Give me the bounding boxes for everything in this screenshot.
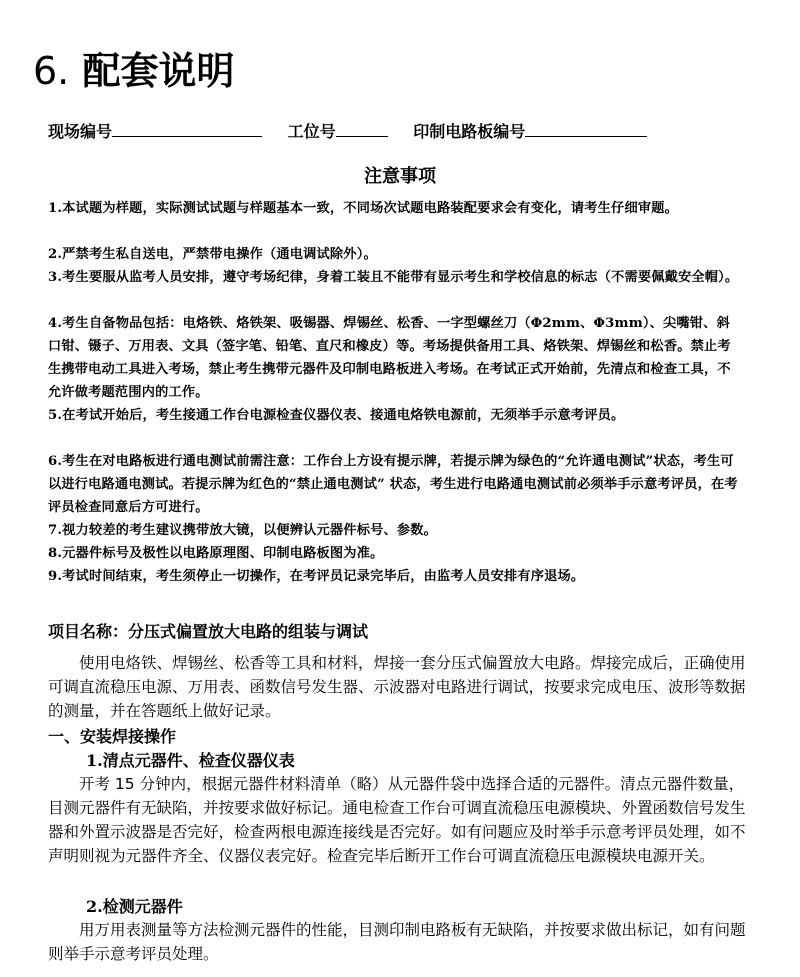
project-title: 项目名称：分压式偏置放大电路的组装与调试 (48, 622, 369, 641)
heading-number: 6. (33, 49, 70, 93)
subsection-text: 开考 15 分钟内，根据元器件材料清单（略）从元器件袋中选择合适的元器件。清点元器件数量，目测元器件有无缺陷，并按要求做好标记。通电检查工作台可调直流稳压电源模块、外置函数信号发生器和外置示波器是否完好，检查两根电源连接线是否完好。如有问题应及时举手示意考评员处理，如不声明则视为元器件齐全、仪器仪表完好。检查完毕后断开工作台可调直流稳压电源模块电源开关。 (48, 775, 746, 865)
site-number-label: 现场编号 (48, 122, 113, 141)
notice-item: 4.考生自备物品包括：电烙铁、烙铁架、吸锡器、焊锡丝、松香、一字型螺丝刀（Φ2mm、Φ3mm）、尖嘴钳、斜口钳、镊子、万用表、文具（签字笔、铅笔、直尺和橡皮）等。考场提供备用工具、烙铁架、焊锡丝和松香。禁止考生携带电动工具进入考场，禁止考生携带元器件及印制电路板进入考场。在考试正式开始前，先清点和检查工具，不允许做考题范围内的工作。 (48, 316, 731, 400)
notice-item: 2.严禁考生私自送电，严禁带电操作（通电调试除外）。 (48, 247, 377, 262)
project-intro: 使用电烙铁、焊锡丝、松香等工具和材料，焊接一套分压式偏置放大电路。焊接完成后，正确使用可调直流稳压电源、万用表、函数信号发生器、示波器对电路进行调试，按要求完成电压、波形等数据的测量，并在答题纸上做好记录。 (48, 654, 746, 720)
notice-item: 6.考生在对电路板进行通电测试前需注意：工作台上方设有提示牌，若提示牌为绿色的“允许通电测试”状态，考生可以进行电路通电测试。若提示牌为红色的“禁止通电测试” 状态，考生进行电路通电测试前必须举手示意考评员，在考评员检查同意后方可进行。 (48, 454, 738, 515)
notice-item: 5.在考试开始后，考生接通工作台电源检查仪器仪表、接通电烙铁电源前，无须举手示意考评员。 (48, 408, 625, 423)
subsection-title: 1.清点元器件、检查仪器仪表 (86, 751, 295, 770)
notice-title: 注意事项 (364, 166, 436, 187)
station-number-label: 工位号 (287, 122, 336, 141)
pcb-number-blank (525, 122, 647, 137)
notice-item: 9.考试时间结束，考生须停止一切操作，在考评员记录完毕后，由监考人员安排有序退场。 (48, 569, 585, 584)
notice-item: 1.本试题为样题，实际测试试题与样题基本一致，不同场次试题电路装配要求会有变化，请考生仔细审题。 (48, 201, 678, 216)
pcb-number-label: 印制电路板编号 (413, 122, 526, 141)
notice-item: 7.视力较差的考生建议携带放大镜，以便辨认元器件标号、参数。 (48, 523, 438, 538)
subsection-title: 2.检测元器件 (86, 897, 183, 916)
section-heading (33, 40, 235, 95)
section-title: 一、安装焊接操作 (48, 727, 177, 746)
subsection-text: 用万用表测量等方法检测元器件的性能，目测印制电路板有无缺陷，并按要求做出标记，如有问题则举手示意考评员处理。 (48, 921, 746, 963)
station-number-blank (336, 122, 388, 137)
notice-item: 3.考生要服从监考人员安排，遵守考场纪律，身着工装且不能带有显示考生和学校信息的标志（不需要佩戴安全帽）。 (48, 270, 739, 285)
site-number-blank (112, 122, 262, 137)
notice-item: 8.元器件标号及极性以电路原理图、印制电路板图为准。 (48, 546, 384, 561)
heading-text: 配套说明 (82, 49, 235, 93)
info-line (48, 119, 647, 142)
